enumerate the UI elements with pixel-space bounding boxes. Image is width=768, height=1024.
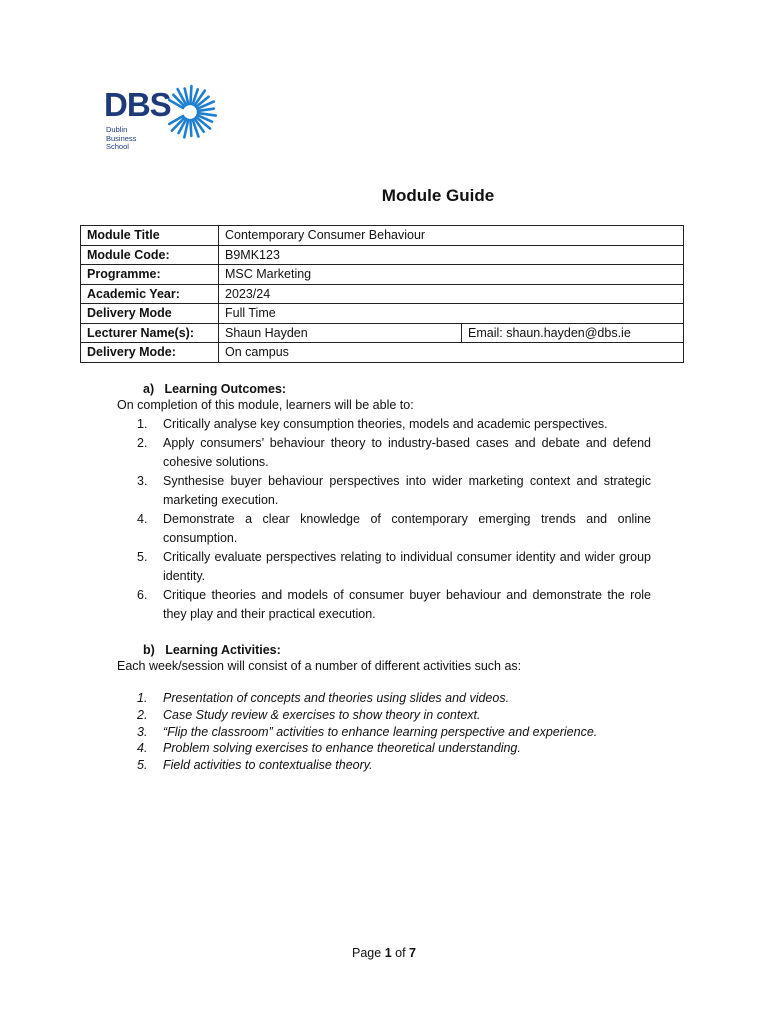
learning-outcomes-list xyxy=(137,415,651,624)
row-value: Shaun Hayden xyxy=(219,323,462,343)
lecturer-email: Email: shaun.hayden@dbs.ie xyxy=(462,323,684,343)
total-pages: 7 xyxy=(409,946,416,960)
list-item: 5. Field activities to contextualise theory. xyxy=(137,758,373,773)
list-item: 5. Critically evaluate perspectives relating to individual consumer identity and wider group identity. xyxy=(137,550,651,583)
row-label: Module Title xyxy=(81,226,219,246)
list-item: 3. “Flip the classroom” activities to enhance learning perspective and experience. xyxy=(137,724,598,739)
list-item: 4. Demonstrate a clear knowledge of contemporary emerging trends and online consumption. xyxy=(137,512,651,545)
module-info-table xyxy=(80,225,684,363)
table-row xyxy=(81,226,684,246)
table-row xyxy=(81,323,684,343)
dbs-logo xyxy=(104,84,216,156)
list-item: 1. Critically analyse key consumption theories, models and academic perspectives. xyxy=(137,417,608,431)
list-item: 3. Synthesise buyer behaviour perspectives into wider marketing context and strategic marketing execution. xyxy=(137,474,651,507)
row-value: On campus xyxy=(219,343,684,363)
row-value: MSC Marketing xyxy=(219,265,684,285)
list-item: 4. Problem solving exercises to enhance theoretical understanding. xyxy=(137,741,521,756)
page-footer: Page 1 of 7 xyxy=(352,946,416,960)
row-value: Contemporary Consumer Behaviour xyxy=(219,226,684,246)
row-label: Academic Year: xyxy=(81,284,219,304)
row-label: Delivery Mode xyxy=(81,304,219,324)
learning-outcomes-intro: On completion of this module, learners will be able to: xyxy=(117,398,414,412)
list-item: 2. Apply consumers’ behaviour theory to industry-based cases and debate and defend cohesive solutions. xyxy=(137,436,651,469)
row-label: Lecturer Name(s): xyxy=(81,323,219,343)
starburst-icon xyxy=(168,84,220,140)
starburst-ray xyxy=(190,120,191,136)
current-page: 1 xyxy=(384,946,392,960)
list-item: 6. Critique theories and models of consumer buyer behaviour and demonstrate the role they play and their practical execution. xyxy=(137,588,651,621)
list-item: 2. Case Study review & exercises to show theory in context. xyxy=(137,707,481,722)
row-label: Programme: xyxy=(81,265,219,285)
row-label: Module Code: xyxy=(81,245,219,265)
table-row xyxy=(81,343,684,363)
starburst-ray xyxy=(198,113,216,115)
learning-activities-list xyxy=(137,690,597,774)
row-label: Delivery Mode: xyxy=(81,343,219,363)
table-row xyxy=(81,265,684,285)
page-title: Module Guide xyxy=(381,186,495,205)
learning-outcomes-heading: a) Learning Outcomes: xyxy=(143,382,287,396)
table-row xyxy=(81,245,684,265)
row-value: B9MK123 xyxy=(219,245,684,265)
row-value: 2023/24 xyxy=(219,284,684,304)
row-value: Full Time xyxy=(219,304,684,324)
starburst-ray xyxy=(190,86,191,104)
list-item: 1. Presentation of concepts and theories using slides and videos. xyxy=(137,691,510,705)
table-row xyxy=(81,284,684,304)
learning-activities-intro: Each week/session will consist of a number of different activities such as: xyxy=(117,659,522,673)
table-row xyxy=(81,304,684,324)
starburst-ray xyxy=(198,109,214,111)
learning-activities-heading: b) Learning Activities: xyxy=(143,643,281,657)
logo-subtitle: Dublin Business School xyxy=(106,125,137,151)
logo-text: DBS xyxy=(104,86,171,123)
